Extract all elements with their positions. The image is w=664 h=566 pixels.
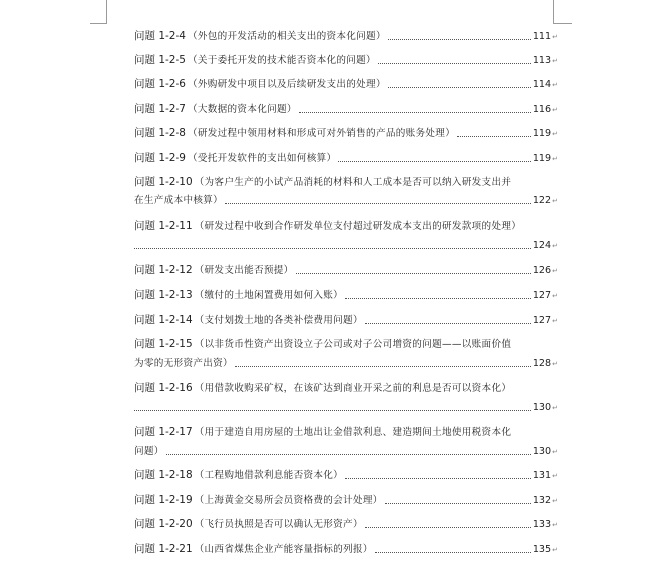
paragraph-mark: ↵ (552, 546, 558, 554)
toc-page-number: 135 (532, 544, 552, 555)
toc-page-number: 111 (532, 31, 552, 42)
toc-entry-number: 问题 1-2-19 (134, 494, 193, 506)
toc-leader-dots (385, 503, 531, 504)
toc-leader-dots (134, 248, 531, 249)
toc-leader-dots (166, 454, 531, 455)
toc-entry-title: （关于委托开发的技术能否资本化的问题） (187, 55, 376, 66)
toc-page-number: 122 (532, 195, 552, 206)
toc-entry-number: 问题 1-2-16 (134, 382, 193, 394)
toc-entry-title-continued: 在生产成本中核算） (134, 195, 224, 206)
toc-page-number: 127 (532, 315, 552, 326)
paragraph-mark: ↵ (552, 197, 558, 205)
toc-entry-title: （外购研发中项目以及后续研发支出的处理） (187, 79, 386, 90)
toc-page-number: 128 (532, 358, 552, 369)
paragraph-mark: ↵ (552, 497, 558, 505)
toc-leader-dots (378, 63, 531, 64)
paragraph-mark: ↵ (552, 404, 558, 412)
toc-leader-dots (345, 298, 531, 299)
toc-leader-dots (225, 203, 531, 204)
toc-page-number: 124 (532, 240, 552, 251)
toc-page-number: 119 (532, 128, 552, 139)
toc-leader-dots (365, 323, 531, 324)
toc-leader-dots (375, 552, 531, 553)
paragraph-mark: ↵ (552, 267, 558, 275)
toc-leader-dots (388, 87, 531, 88)
toc-entry-number: 问题 1-2-6 (134, 78, 186, 90)
toc-entry-number: 问题 1-2-7 (134, 103, 186, 115)
toc-leader-dots (365, 527, 531, 528)
toc-entry-number: 问题 1-2-12 (134, 264, 193, 276)
toc-entry-title: （为客户生产的小试产品消耗的材料和人工成本是否可以纳入研发支出并 (194, 177, 512, 188)
toc-entry-title: （山西省煤焦企业产能容量指标的列报） (194, 544, 373, 555)
toc-leader-dots (457, 136, 531, 137)
toc-entry-title: （用借款收购采矿权，在该矿达到商业开采之前的利息是否可以资本化） (194, 383, 512, 394)
toc-entry-number: 问题 1-2-10 (134, 176, 193, 188)
toc-entry-title-continued: 问题） (134, 446, 164, 457)
toc-page-number: 119 (532, 153, 552, 164)
toc-entry-number: 问题 1-2-4 (134, 30, 186, 42)
toc-page-number: 130 (532, 402, 552, 413)
toc-entry-title-continued: 为零的无形资产出资） (134, 358, 233, 369)
toc-entry-number: 问题 1-2-20 (134, 518, 193, 530)
toc-entry-number: 问题 1-2-15 (134, 338, 193, 350)
toc-entry-title: （外包的开发活动的相关支出的资本化问题） (187, 31, 386, 42)
crop-mark-top-right (553, 0, 572, 24)
toc-leader-dots (235, 366, 531, 367)
toc-entry-title: （研发过程中领用材料和形成可对外销售的产品的账务处理） (187, 128, 456, 139)
toc-entry-title: （以非货币性资产出资设立子公司或对子公司增资的问题——以账面价值 (194, 339, 512, 350)
toc-entry-title: （用于建造自用房屋的土地出让金借款利息、建造期间土地使用税资本化 (194, 427, 512, 438)
toc-entry-number: 问题 1-2-21 (134, 543, 193, 555)
toc-page-number: 114 (532, 79, 552, 90)
toc-entry-number: 问题 1-2-13 (134, 289, 193, 301)
toc-entry-number: 问题 1-2-18 (134, 469, 193, 481)
paragraph-mark: ↵ (552, 130, 558, 138)
toc-page-number: 113 (532, 55, 552, 66)
toc-leader-dots (338, 161, 530, 162)
paragraph-mark: ↵ (552, 292, 558, 300)
toc-page-number: 116 (532, 104, 552, 115)
toc-page-number: 127 (532, 290, 552, 301)
toc-entry-number: 问题 1-2-8 (134, 127, 186, 139)
toc-entry-title: （飞行员执照是否可以确认无形资产） (194, 519, 363, 530)
toc-entry-title: （工程购地借款利息能否资本化） (194, 470, 344, 481)
paragraph-mark: ↵ (552, 472, 558, 480)
toc-page-number: 130 (532, 446, 552, 457)
toc-entry-title: （上海黄金交易所会员资格费的会计处理） (194, 495, 383, 506)
paragraph-mark: ↵ (552, 81, 558, 89)
paragraph-mark: ↵ (552, 33, 558, 41)
toc-entry-number: 问题 1-2-17 (134, 426, 193, 438)
toc-entry-title: （研发支出能否预提） (194, 265, 294, 276)
paragraph-mark: ↵ (552, 317, 558, 325)
toc-page-number: 133 (532, 519, 552, 530)
toc-entry-title: （大数据的资本化问题） (187, 104, 297, 115)
toc-entry-number: 问题 1-2-11 (134, 220, 193, 232)
toc-entry-title: （受托开发软件的支出如何核算） (187, 153, 337, 164)
paragraph-mark: ↵ (552, 521, 558, 529)
toc-leader-dots (296, 273, 531, 274)
paragraph-mark: ↵ (552, 360, 558, 368)
paragraph-mark: ↵ (552, 155, 558, 163)
toc-entry-title: （缴付的土地闲置费用如何入账） (194, 290, 344, 301)
toc-entry-title: （支付划拨土地的各类补偿费用问题） (194, 315, 363, 326)
toc-entry-number: 问题 1-2-5 (134, 54, 186, 66)
toc-page-number: 126 (532, 265, 552, 276)
toc-leader-dots (388, 39, 531, 40)
toc-entry-number: 问题 1-2-14 (134, 314, 193, 326)
toc-entry-number: 问题 1-2-9 (134, 152, 186, 164)
toc-entry-title: （研发过程中收到合作研发单位支付超过研发成本支出的研发款项的处理） (194, 221, 522, 232)
toc-leader-dots (299, 112, 531, 113)
paragraph-mark: ↵ (552, 57, 558, 65)
crop-mark-top-left (90, 0, 107, 24)
toc-page-number: 131 (532, 470, 552, 481)
toc-page-number: 132 (532, 495, 552, 506)
toc-leader-dots (134, 410, 531, 411)
paragraph-mark: ↵ (552, 242, 558, 250)
paragraph-mark: ↵ (552, 106, 558, 114)
paragraph-mark: ↵ (552, 448, 558, 456)
toc-leader-dots (345, 478, 531, 479)
